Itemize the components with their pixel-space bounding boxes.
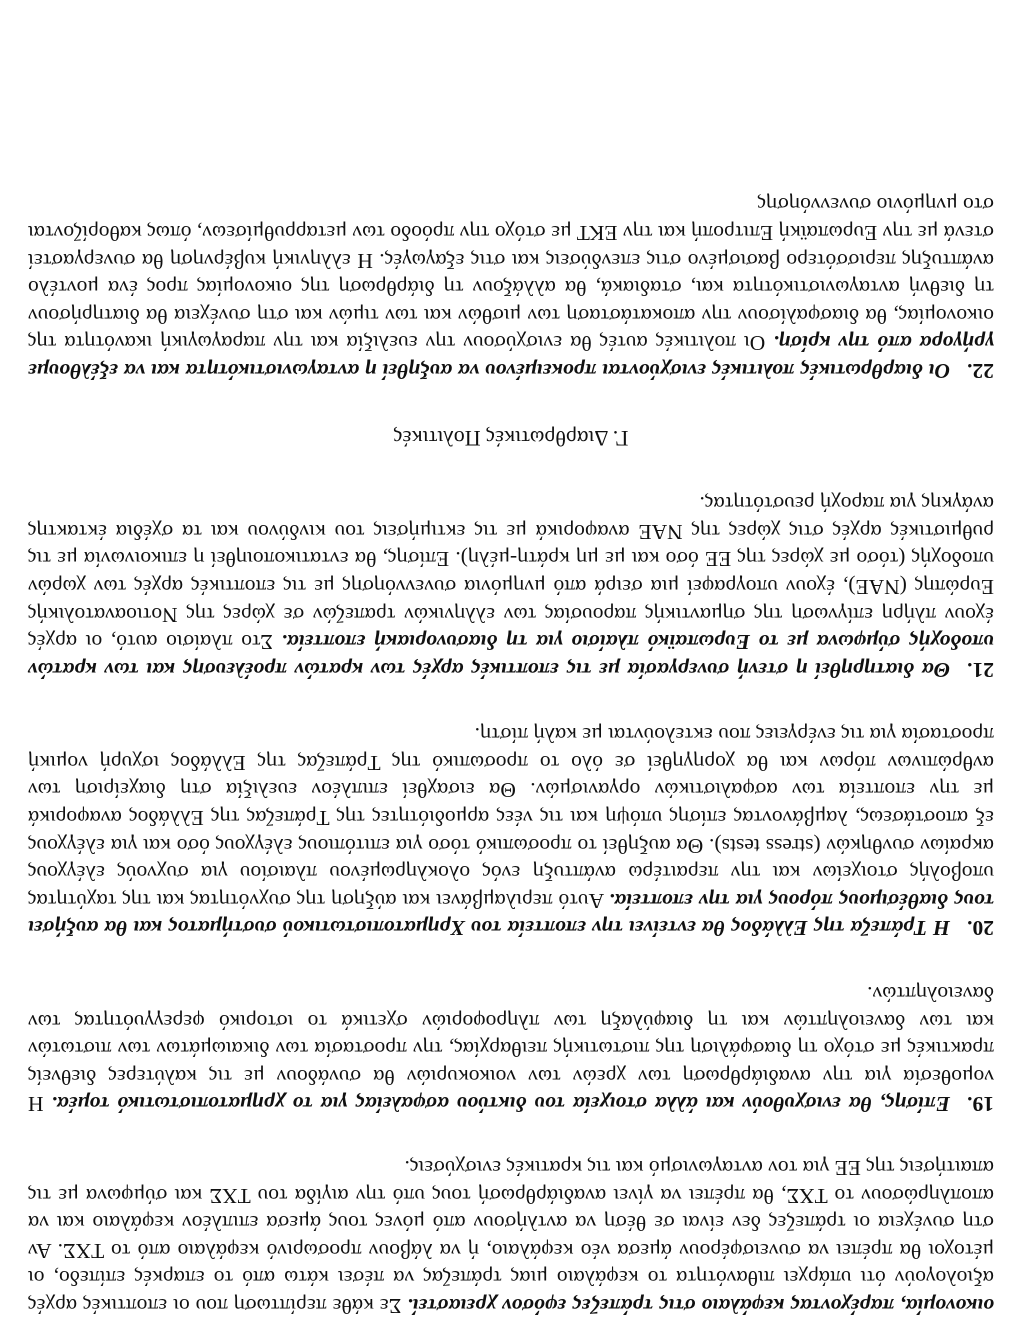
paragraph-22-body: Οι πολιτικές αυτές θα ενισχύσουν την ευελιξία και την παραγωγική ικανότητα της οικονομίας, θα διασφαλίσουν την αποκατάσταση των μισθών και των τιμών και στη συνέχεια θα διατηρήσουν τη διεθνή ανταγωνιστικότητα και, σταδιακά, θα αλλάξουν τη διάρθρωση της οικονομίας προς ένα μοντέλο ανάπτυξης περισσότερο βασισμένο στις επενδύσεις και στις εξαγωγές. Η ελληνική κυβέρνηση θα συνεργαστεί στενά με την Ευρωπαϊκή Επιτροπή και την ΕΚΤ με στόχο την πρόοδο των μεταρρυθμίσεων, όπως καθορίζονται στο μνημόνιο συνεννόησης: [28, 193, 994, 356]
paragraph-intro-body: Σε κάθε περίπτωση που οι εποπτικές αρχές αξιολογούν ότι υπάρχει πιθανότητα το κεφάλαιο μιας τράπεζας να πέσει κάτω από το επαρκές επίπεδο, οι μέτοχοι θα πρέπει να συνεισφέρουν άμεσα νέο κεφάλαιο, ή να λάβουν προσωρινό κεφάλαιο από το ΤΧΣ. Αν στη συνέχεια οι τράπεζες δεν είναι σε θέση να αντλήσουν από μόνες τους άμεσα επιπλέον κεφάλαιο και να αποπληρώσουν το ΤΧΣ, θα πρέπει να γίνει αναδιάρθρωσή τους υπό την αιγίδα του ΤΧΣ και σύμφωνα με τις απαιτήσεις της ΕΕ για τον ανταγωνισμό και τις κρατικές ενισχύσεις.: [28, 1156, 994, 1318]
paragraph-intro: [28, 1153, 994, 1319]
paragraph-19: [28, 979, 994, 1117]
paragraph-number: 22.: [967, 358, 994, 383]
paragraph-intro-lead: οικονομία, παρέχοντας κεφάλαιο στις τράπεζες εφόσον χρειαστεί.: [407, 1294, 994, 1318]
paragraph-20-lead: Η Τράπεζα της Ελλάδος θα εντείνει την εποπτεία του Χρηματοπιστωτικού συστήματος και θα αυξήσει τους διαθέσιμους πόρους για την εποπτεία.: [28, 888, 994, 941]
paragraph-22: [28, 191, 994, 384]
paragraph-20: [28, 721, 994, 942]
paragraph-22-lead: Οι διαρθρωτικές πολιτικές ενισχύονται προκειμένου να αυξηθεί η ανταγωνιστικότητα και να εξέλθουμε γρήγορα από την κρίση.: [28, 331, 994, 383]
paragraph-number: 19.: [967, 1092, 994, 1117]
paragraph-20-body: Αυτό περιλαμβάνει και αύξηση της συχνότητας και της ταχύτητας υποβολής στοιχείων και την περαιτέρω ανάπτυξη ενός ολοκληρωμένου πλαισίου για συχνούς ελέγχους ακραίων συνθηκών (stress tests). Θα αυξηθεί το προσωπικό τόσο για επιτόπιους ελέγχους όσο και για ελέγχους εξ αποστάσεως, λαμβάνοντας επίσης υπόψη και τις νέες αρμοδιότητες της Τράπεζας της Ελλάδος αναφορικά με την εποπτεία των ασφαλιστικών οργανισμών. Θα εισαχθεί επιπλέον ευελιξία στη διαχείριση των ανθρώπινων πόρων και θα χορηγηθεί σε όλο το προσωπικό της Τράπεζας της Ελλάδος ισχυρή νομική προστασία για τις ενέργειες που εκτελούνται με καλή πίστη.: [28, 723, 994, 913]
paragraph-21-lead: Θα διατηρηθεί η στενή συνεργασία με τις εποπτικές αρχές των κρατών προέλευσης και των κρατών υποδοχής σύμφωνα με το Ευρωπαϊκό πλαίσιο για τη διασυνοριακή εποπτεία.: [28, 630, 994, 682]
paragraph-21-body: Στο πλαίσιο αυτό, οι αρχές έχουν πλήρη επίγνωση της σημαντικής παρουσίας των ελληνικών τραπεζών σε χώρες της Νοτιοανατολικής Ευρώπης (ΝΑΕ), έχουν υπογραφεί μια σειρά από μνημόνια συνεννόησης με τις εποπτικές αρχές των χωρών υποδοχής (τόσο με χώρες της ΕΕ όσο και με μη κράτη-μέλη). Επίσης, θα εντατικοποιηθεί η επικοινωνία με τις ρυθμιστικές αρχές στις χώρες της ΝΑΕ αναφορικά με τις εκτιμήσεις του κινδύνου και τα σχέδια έκτακτης ανάγκης για παροχή ρευστότητας.: [28, 492, 994, 655]
paragraph-number: 20.: [967, 916, 994, 941]
document-body: [28, 153, 994, 1319]
paragraph-19-lead: Επίσης, θα ενισχυθούν και άλλα στοιχεία του δικτύου ασφαλείας για το χρηματοπιστωτικό τομέα.: [51, 1092, 950, 1117]
paragraph-19-body: Η νομοθεσία για την αναδιάρθρωση των χρεών των νοικοκυριών θα συνάδουν με τις καλύτερες διεθνείς πρακτικές με στόχο τη διασφάλιση της πιστωτικής πειθαρχίας, την προστασία των δικαιωμάτων των πιστωτών και των δανειοληπτών και τη διαφύλαξη των πληροφοριών σχετικά το ιστορικό φερεγγυότητας των δανειοληπτών.: [28, 982, 994, 1117]
section-heading: Γ. Διαρθρωτικές Πολιτικές: [393, 425, 629, 451]
paragraph-21: [28, 490, 994, 683]
paragraph-number: 21.: [967, 657, 994, 682]
